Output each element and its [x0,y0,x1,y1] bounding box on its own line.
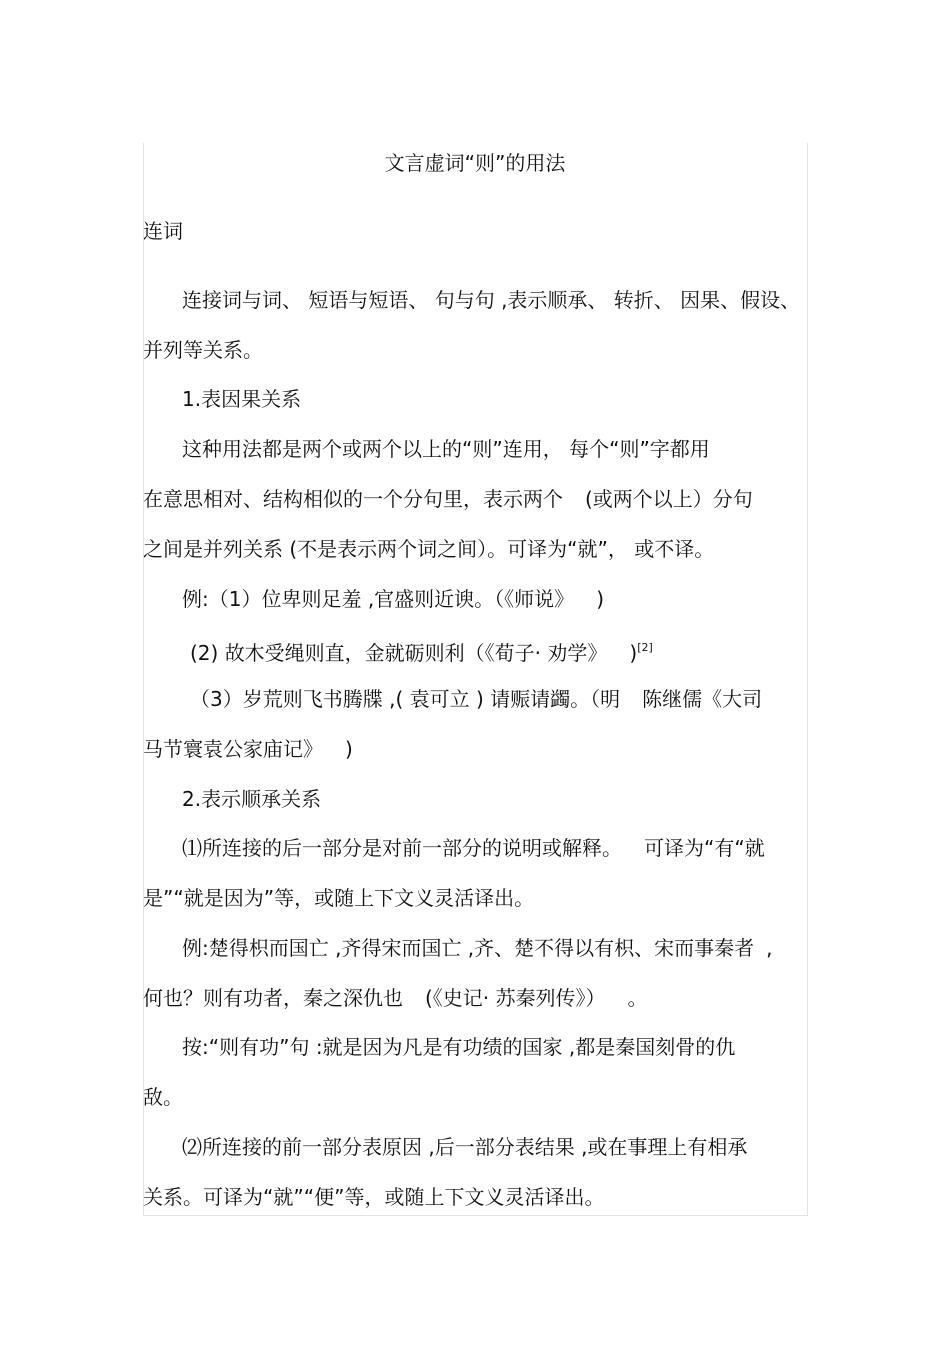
example-1 [182,586,604,612]
paragraph-2-line-1 [182,835,765,861]
intro-line-2: 并列等关系。 [143,338,263,362]
example-3-line-2 [143,736,353,762]
heading-causal: 1.表因果关系 [182,387,302,411]
paragraph-1-line-2 [143,486,753,512]
intro-line-1: 连接词与词、 短语与短语、 句与句 ,表示顺承、 转折、 因果、假设、 [182,288,801,312]
example-4-period: 。 [627,986,648,1010]
example-3-source-end: 马节寰袁公家庙记》 [143,737,323,761]
example-4-question: 何也？则有功者，秦之深仇也 [143,986,403,1010]
example-2-text: (2) 故木受绳则直，金就砺则利（《荀子· 劝学》 [190,641,608,665]
paragraph-2-line-1-a: ⑴所连接的后一部分是对前一部分的说明或解释。 [182,836,622,860]
heading-sequential: 2.表示顺承关系 [182,787,322,811]
paragraph-1-line-2-b: (或两个以上）分句 [585,487,753,511]
example-4-line-2 [143,985,648,1011]
paragraph-1-line-2-a: 在意思相对、结构相似的一个分句里，表示两个 [143,487,563,511]
example-4-source: (《史记· 苏秦列传》） [425,986,606,1010]
paragraph-1-line-1: 这种用法都是两个或两个以上的“则”连用， 每个“则”字都用 [182,437,710,461]
example-4-line-1 [182,935,773,961]
paragraph-2-line-2: 是”“就是因为”等，或随上下文义灵活译出。 [143,886,535,910]
example-4-text: 例:楚得枳而国亡 ,齐得宋而国亡 ,齐、楚不得以有枳、宋而事秦者 [182,936,755,960]
example-1-close: ) [596,587,604,611]
example-3-text: （3）岁荒则飞书腾牒 ,( 袁可立 ) 请赈请蠲。（明 [190,687,621,711]
note-line-1: 按:“则有功”句 :就是因为凡是有功绩的国家 ,都是秦国刻骨的仇 [182,1035,736,1059]
section-heading: 连词 [143,219,183,243]
example-4-comma: , [766,936,773,960]
example-2 [190,635,653,666]
paragraph-3-line-1: ⑵所连接的前一部分表原因 ,后一部分表结果 ,或在事理上有相承 [182,1135,748,1159]
example-3-close: ) [345,737,353,761]
paragraph-1-line-3: 之间是并列关系 (不是表示两个词之间）。可译为“就”， 或不译。 [143,537,715,561]
example-1-text: 例:（1）位卑则足羞 ,官盛则近谀。（《师说》 [182,587,575,611]
document-title: 文言虚词“则”的用法 [384,151,566,175]
footnote-ref: [2] [637,641,653,654]
paragraph-3-line-2: 关系。可译为“就”“便”等，或随上下文义灵活译出。 [143,1185,605,1209]
paragraph-2-line-1-b: 可译为“有“就 [644,836,765,860]
note-line-2: 敌。 [143,1085,183,1109]
example-3-line-1 [190,686,762,712]
example-3-source: 陈继儒《大司 [642,687,763,711]
example-2-close: ) [629,641,638,665]
